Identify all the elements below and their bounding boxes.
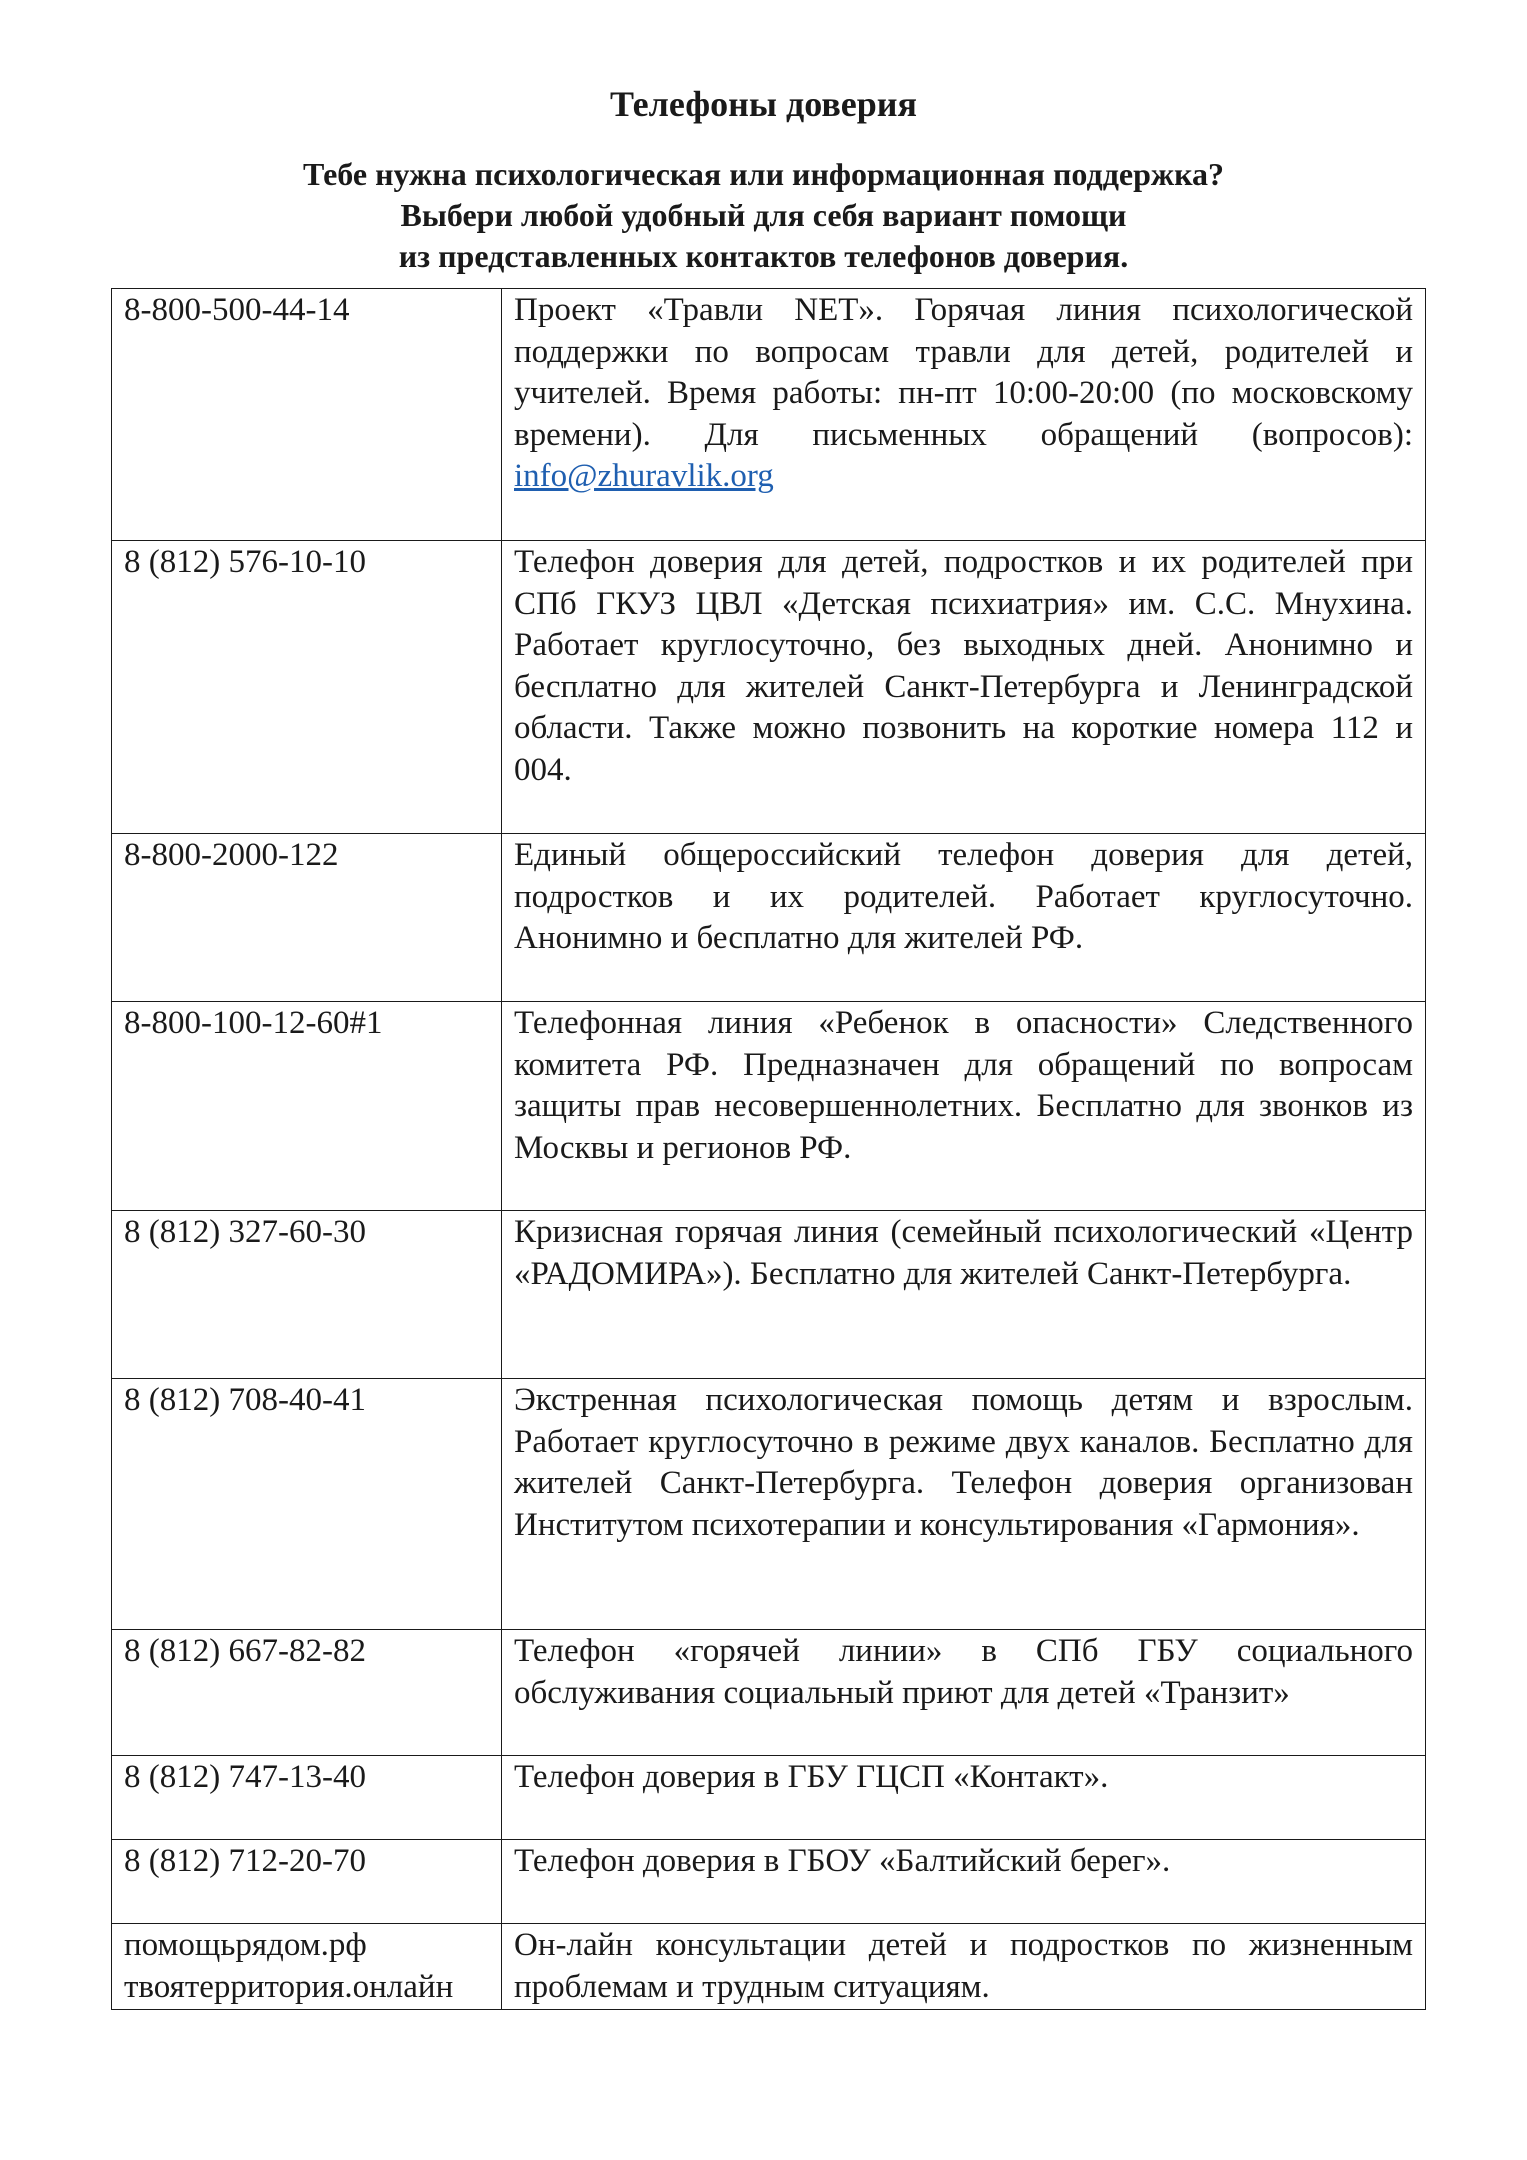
table-row: [112, 289, 1426, 541]
hotline-description: Телефон доверия для детей, подростков и их родителей при СПб ГКУЗ ЦВЛ «Детская психиатрия» им. С.С. Мнухина. Работает круглосуточно, без выходных дней. Анонимно и бесплатно для жителей Санкт-Петербурга и Ленинградской области. Также можно позвонить на короткие номера 112 и 004.: [502, 541, 1426, 834]
description-text: Проект «Травли NET». Горячая линия психологической поддержки по вопросам травли для детей, родителей и учителей. Время работы: пн-пт 10:00-20:00 (по московскому времени). Для письменных обращений (вопросов):: [514, 292, 1413, 453]
table-row: [112, 834, 1426, 1002]
table-row: [112, 541, 1426, 834]
phone-number: 8-800-100-12-60#1: [112, 1002, 502, 1211]
table-row: [112, 1756, 1426, 1840]
hotline-description: Телефон доверия в ГБУ ГЦСП «Контакт».: [502, 1756, 1426, 1840]
table-row: [112, 1924, 1426, 2010]
website-links: [112, 1924, 502, 2010]
phone-number: 8 (812) 712-20-70: [112, 1840, 502, 1924]
phone-number: 8 (812) 667-82-82: [112, 1630, 502, 1756]
hotlines-table: [111, 288, 1426, 2010]
page-title: Телефоны доверия: [610, 84, 917, 124]
page-subtitle: [0, 154, 1527, 277]
phone-number: 8-800-2000-122: [112, 834, 502, 1002]
phone-number: 8 (812) 327-60-30: [112, 1211, 502, 1379]
subtitle-line: Выбери любой удобный для себя вариант помощи: [400, 197, 1127, 233]
hotline-description: Телефон доверия в ГБОУ «Балтийский берег».: [502, 1840, 1426, 1924]
phone-number: 8 (812) 708-40-41: [112, 1379, 502, 1630]
hotline-description: Кризисная горячая линия (семейный психологический «Центр «РАДОМИРА»). Бесплатно для жителей Санкт-Петербурга.: [502, 1211, 1426, 1379]
table-row: [112, 1002, 1426, 1211]
phone-number: 8-800-500-44-14: [112, 289, 502, 541]
hotline-description: Телефонная линия «Ребенок в опасности» Следственного комитета РФ. Предназначен для обращений по вопросам защиты прав несовершеннолетних. Бесплатно для звонков из Москвы и регионов РФ.: [502, 1002, 1426, 1211]
subtitle-line: Тебе нужна психологическая или информационная поддержка?: [302, 156, 1225, 192]
hotline-description: Единый общероссийский телефон доверия для детей, подростков и их родителей. Работает круглосуточно. Анонимно и бесплатно для жителей РФ.: [502, 834, 1426, 1002]
table-row: [112, 1379, 1426, 1630]
website-link[interactable]: помощьрядом.рф: [124, 1927, 367, 1963]
phone-number: 8 (812) 576-10-10: [112, 541, 502, 834]
table-row: [112, 1840, 1426, 1924]
table-row: [112, 1630, 1426, 1756]
email-link[interactable]: info@zhuravlik.org: [514, 458, 774, 494]
hotline-description: [502, 289, 1426, 541]
subtitle-line: из представленных контактов телефонов доверия.: [398, 238, 1129, 274]
website-link[interactable]: твоятерритория.онлайн: [124, 1968, 454, 2005]
hotline-description: Телефон «горячей линии» в СПб ГБУ социального обслуживания социальный приют для детей «Транзит»: [502, 1630, 1426, 1756]
hotline-description: Он-лайн консультации детей и подростков по жизненным проблемам и трудным ситуациям.: [502, 1924, 1426, 2010]
phone-number: 8 (812) 747-13-40: [112, 1756, 502, 1840]
hotline-description: Экстренная психологическая помощь детям и взрослым. Работает круглосуточно в режиме двух каналов. Бесплатно для жителей Санкт-Петербурга. Телефон доверия организован Институтом психотерапии и консультирования «Гармония».: [502, 1379, 1426, 1630]
table-row: [112, 1211, 1426, 1379]
